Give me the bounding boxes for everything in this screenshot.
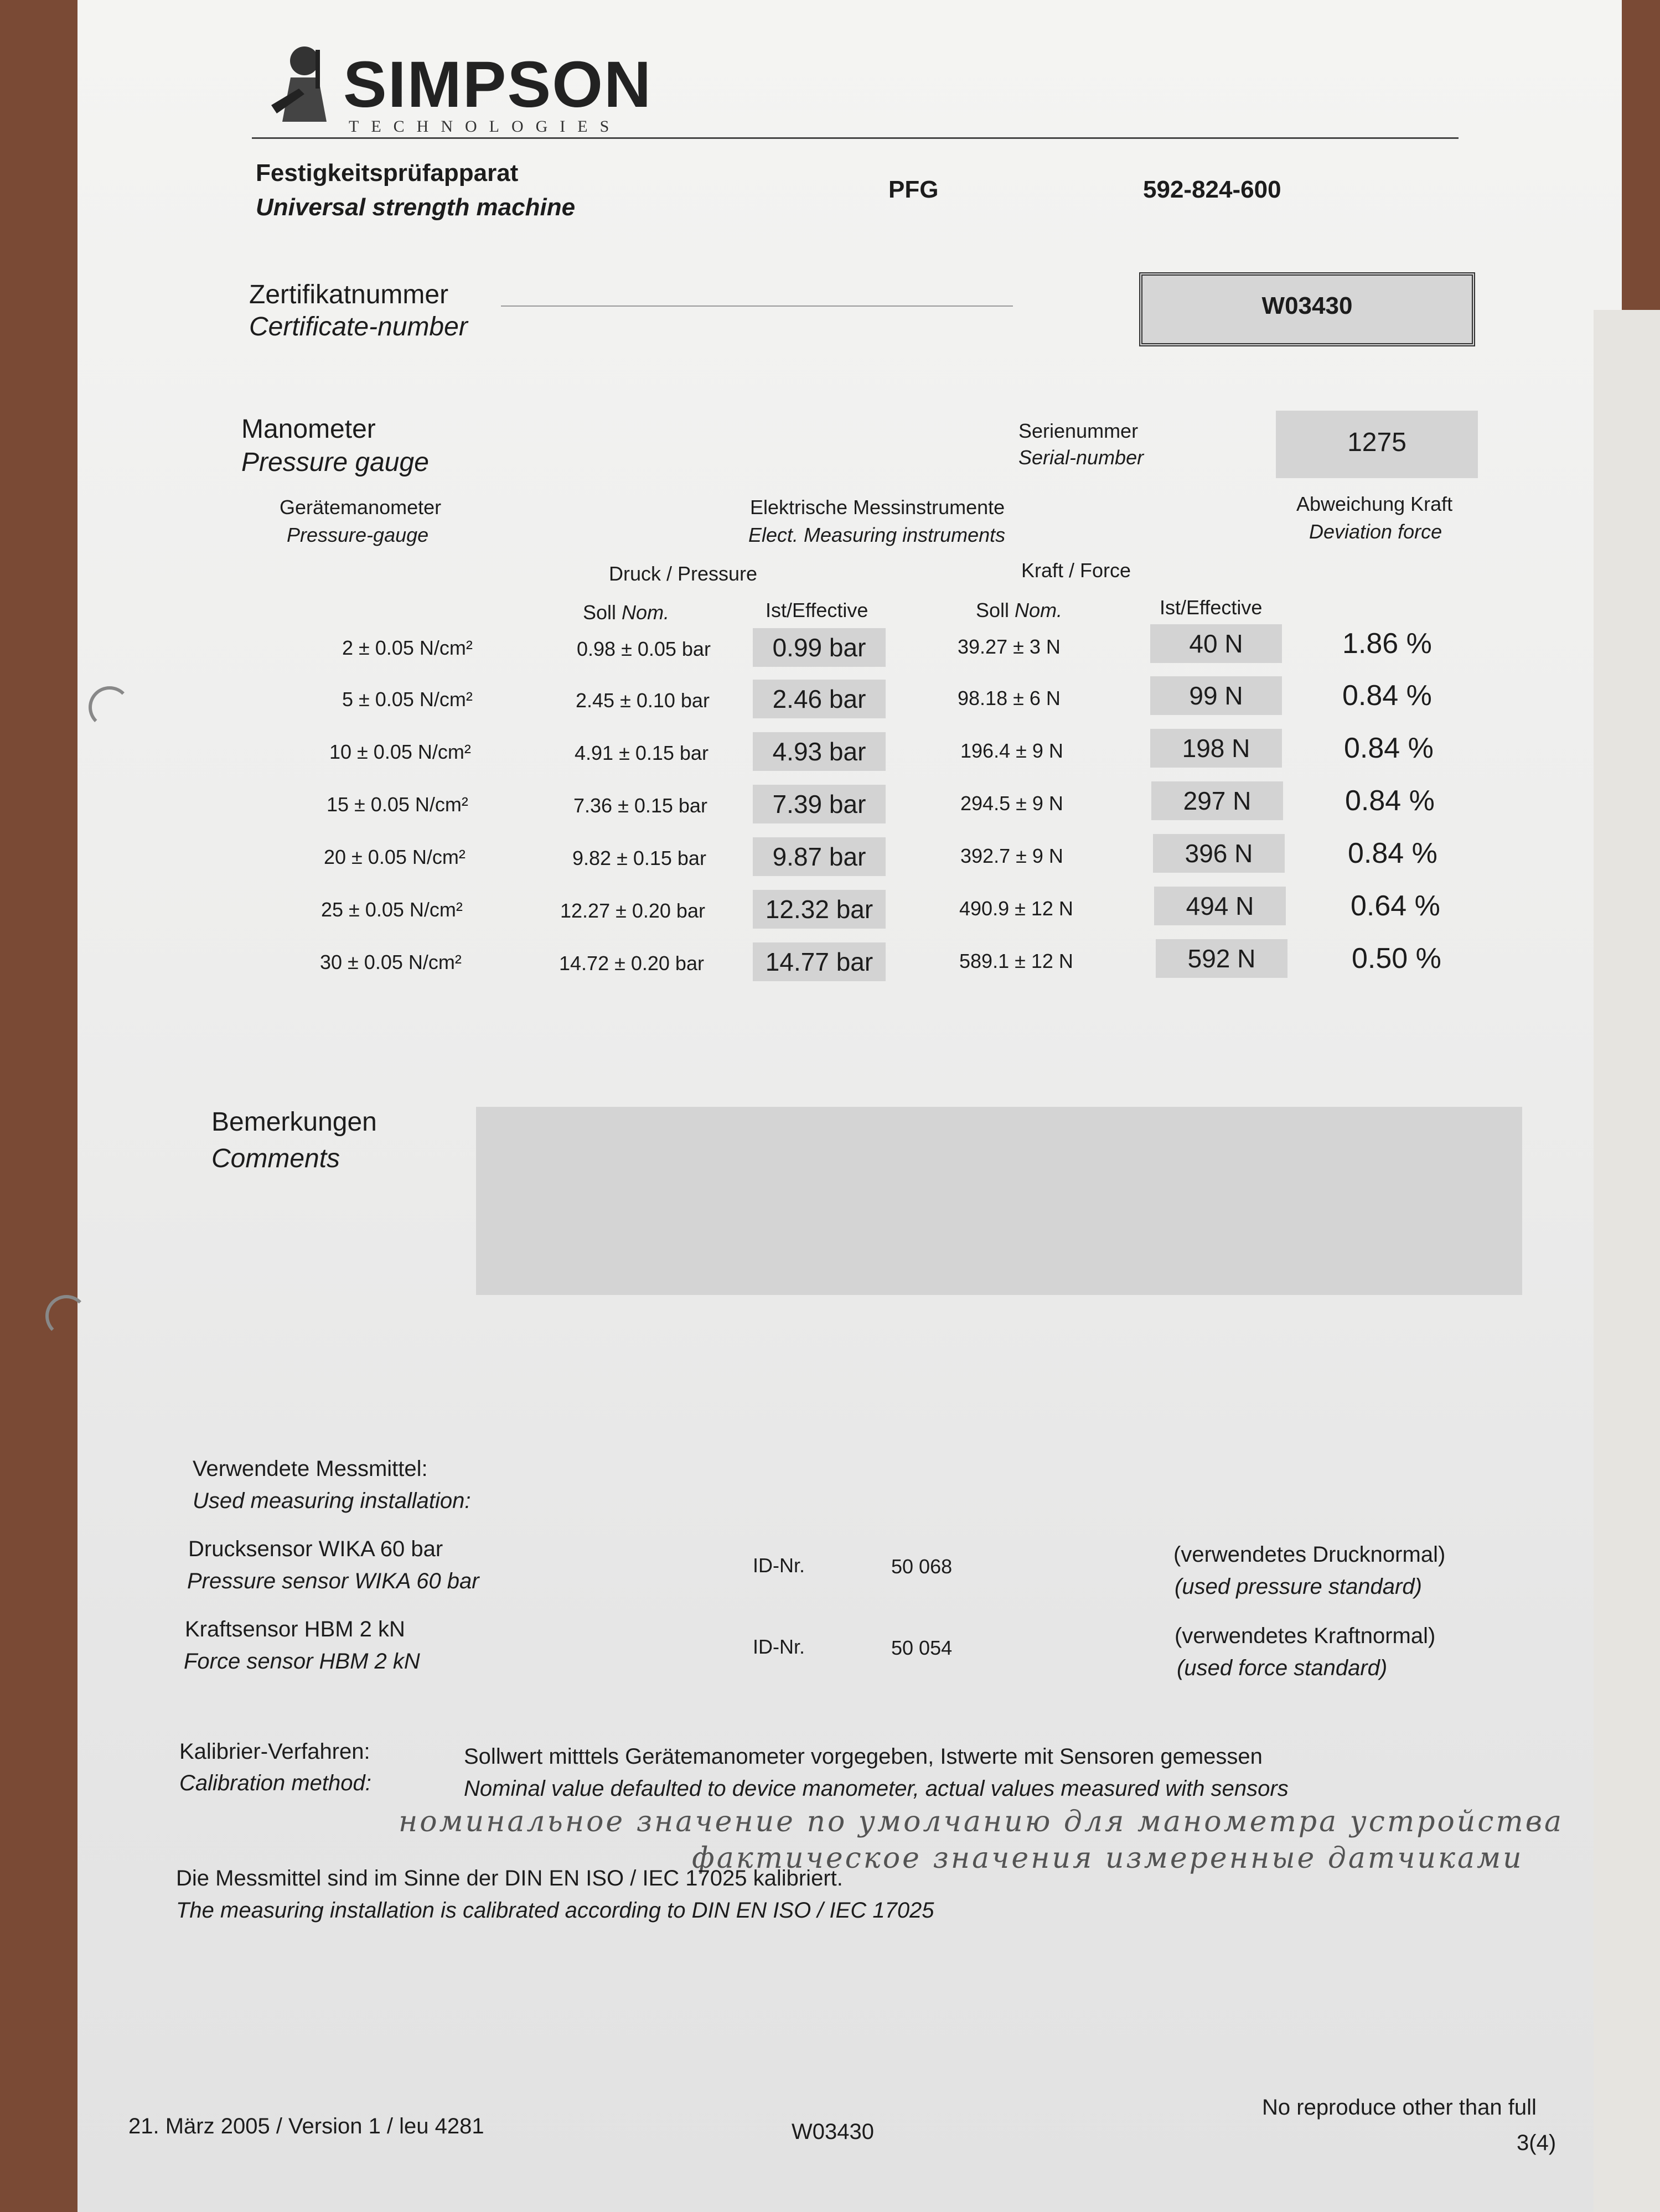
row-force-eff: 592 N — [1156, 939, 1287, 978]
certificate-number: W03430 — [1261, 292, 1353, 319]
equipment-force-de: Kraftsensor HBM 2 kN — [185, 1617, 405, 1641]
row-force-nom: 39.27 ± 3 N — [958, 635, 1061, 658]
comments-box — [476, 1107, 1522, 1295]
row-deviation: 0.50 % — [1352, 942, 1441, 975]
footer-version: 21. März 2005 / Version 1 / leu 4281 — [128, 2114, 484, 2138]
background-sheet — [1594, 310, 1660, 2212]
row-gauge: 15 ± 0.05 N/cm² — [327, 793, 468, 816]
force-soll-header: Soll Nom. — [976, 599, 1063, 621]
serial-label-en: Serial-number — [1018, 446, 1144, 469]
pressure-ist-header: Ist/Effective — [766, 599, 868, 621]
row-pressure-eff: 9.87 bar — [753, 837, 886, 876]
row-force-nom: 98.18 ± 6 N — [958, 687, 1061, 709]
row-force-nom: 196.4 ± 9 N — [960, 739, 1063, 762]
row-force-eff: 494 N — [1154, 887, 1286, 925]
row-pressure-nom: 4.91 ± 0.15 bar — [575, 742, 709, 764]
row-gauge: 20 ± 0.05 N/cm² — [324, 846, 466, 868]
row-pressure-nom: 14.72 ± 0.20 bar — [559, 952, 704, 975]
col-elec-en: Elect. Measuring instruments — [748, 524, 1006, 546]
row-force-nom: 294.5 ± 9 N — [960, 792, 1063, 815]
iso-statement-en: The measuring installation is calibrated according to DIN EN ISO / IEC 17025 — [176, 1898, 934, 1923]
row-deviation: 0.64 % — [1351, 890, 1440, 922]
certificate-underline — [501, 305, 1013, 307]
equipment-pressure-de: Drucksensor WIKA 60 bar — [188, 1537, 443, 1561]
equipment-pressure-id: 50 068 — [891, 1555, 953, 1578]
equipment-label-de: Verwendete Messmittel: — [193, 1457, 428, 1481]
equipment-force-note-en: (used force standard) — [1177, 1656, 1388, 1680]
row-deviation: 1.86 % — [1342, 628, 1432, 660]
iso-statement-de: Die Messmittel sind im Sinne der DIN EN ISO / IEC 17025 kalibriert. — [176, 1866, 843, 1890]
row-pressure-eff: 12.32 bar — [753, 890, 886, 929]
row-pressure-eff: 2.46 bar — [753, 680, 886, 718]
gauge-label-de: Manometer — [241, 415, 376, 444]
row-pressure-eff: 4.93 bar — [753, 732, 886, 771]
equipment-force-id: 50 054 — [891, 1636, 953, 1659]
equipment-force-en: Force sensor HBM 2 kN — [184, 1649, 420, 1674]
handwritten-note-1: номинальное значение по умолчанию для манометра устройства — [399, 1805, 1564, 1838]
row-force-nom: 589.1 ± 12 N — [959, 950, 1073, 972]
equipment-label-en: Used measuring installation: — [193, 1489, 471, 1513]
certificate-label-en: Certificate-number — [249, 312, 468, 341]
row-deviation: 0.84 % — [1348, 837, 1437, 869]
title-de: Festigkeitsprüfapparat — [256, 159, 519, 187]
certificate-label-de: Zertifikatnummer — [249, 280, 449, 309]
row-gauge: 5 ± 0.05 N/cm² — [342, 688, 473, 711]
row-force-eff: 297 N — [1151, 781, 1283, 820]
header-divider — [252, 137, 1459, 139]
logo-mascot-icon — [266, 39, 343, 122]
logo-subtitle: TECHNOLOGIES — [349, 117, 622, 136]
row-force-eff: 99 N — [1150, 676, 1282, 715]
punch-hole-mark — [89, 686, 131, 728]
col-deviation-en: Deviation force — [1309, 520, 1442, 543]
calibration-label-en: Calibration method: — [179, 1771, 371, 1795]
row-force-eff: 396 N — [1153, 834, 1285, 873]
row-deviation: 0.84 % — [1344, 732, 1434, 764]
col-device-en: Pressure-gauge — [287, 524, 429, 546]
handwritten-note-2: фактическое значения измеренные датчиками — [692, 1842, 1524, 1875]
comments-label-de: Bemerkungen — [211, 1107, 377, 1137]
equipment-force-note-de: (verwendetes Kraftnormal) — [1175, 1624, 1436, 1648]
pressure-soll-header: Soll Nom. — [583, 601, 670, 624]
calibration-text-en: Nominal value defaulted to device manometer, actual values measured with sensors — [464, 1776, 1289, 1801]
serial-label-de: Serienummer — [1018, 419, 1139, 442]
equipment-force-id-label: ID-Nr. — [753, 1635, 805, 1658]
row-pressure-nom: 9.82 ± 0.15 bar — [572, 847, 706, 869]
row-pressure-nom: 0.98 ± 0.05 bar — [577, 638, 711, 660]
col-elec-de: Elektrische Messinstrumente — [750, 496, 1005, 519]
col-pressure: Druck / Pressure — [609, 562, 758, 585]
row-pressure-eff: 7.39 bar — [753, 785, 886, 823]
gauge-label-en: Pressure gauge — [241, 448, 429, 477]
row-gauge: 10 ± 0.05 N/cm² — [329, 740, 471, 763]
row-pressure-nom: 2.45 ± 0.10 bar — [576, 689, 710, 712]
equipment-pressure-id-label: ID-Nr. — [753, 1554, 805, 1577]
punch-hole-mark — [45, 1295, 87, 1337]
force-ist-header: Ist/Effective — [1160, 596, 1263, 619]
row-force-eff: 40 N — [1150, 624, 1282, 663]
title-en: Universal strength machine — [256, 194, 576, 221]
equipment-pressure-note-de: (verwendetes Drucknormal) — [1173, 1542, 1446, 1567]
row-gauge: 25 ± 0.05 N/cm² — [321, 898, 463, 921]
comments-label-en: Comments — [211, 1144, 340, 1173]
row-gauge: 2 ± 0.05 N/cm² — [342, 636, 473, 659]
row-gauge: 30 ± 0.05 N/cm² — [320, 951, 462, 973]
equipment-pressure-note-en: (used pressure standard) — [1175, 1574, 1422, 1599]
col-device-de: Gerätemanometer — [280, 496, 442, 519]
calibration-label-de: Kalibrier-Verfahren: — [179, 1739, 370, 1764]
calibration-text-de: Sollwert mitttels Gerätemanometer vorgegeben, Istwerte mit Sensoren gemessen — [464, 1744, 1263, 1769]
row-pressure-nom: 12.27 ± 0.20 bar — [560, 899, 705, 922]
logo-wordmark: SIMPSON — [343, 48, 653, 121]
part-number: 592-824-600 — [1143, 176, 1281, 203]
row-pressure-eff: 0.99 bar — [753, 628, 886, 667]
row-pressure-eff: 14.77 bar — [753, 942, 886, 981]
row-deviation: 0.84 % — [1345, 785, 1435, 817]
serial-number: 1275 — [1347, 428, 1406, 457]
row-force-nom: 490.9 ± 12 N — [959, 897, 1073, 920]
col-deviation-de: Abweichung Kraft — [1296, 493, 1453, 515]
row-deviation: 0.84 % — [1342, 680, 1432, 712]
col-force: Kraft / Force — [1021, 559, 1131, 582]
row-force-nom: 392.7 ± 9 N — [960, 845, 1063, 867]
footer-page: 3(4) — [1517, 2131, 1556, 2155]
footer-notice: No reproduce other than full — [1262, 2095, 1537, 2120]
equipment-pressure-en: Pressure sensor WIKA 60 bar — [187, 1569, 479, 1593]
footer-certificate: W03430 — [792, 2120, 874, 2144]
row-pressure-nom: 7.36 ± 0.15 bar — [573, 794, 707, 817]
device-code: PFG — [888, 176, 939, 203]
row-force-eff: 198 N — [1150, 729, 1282, 768]
